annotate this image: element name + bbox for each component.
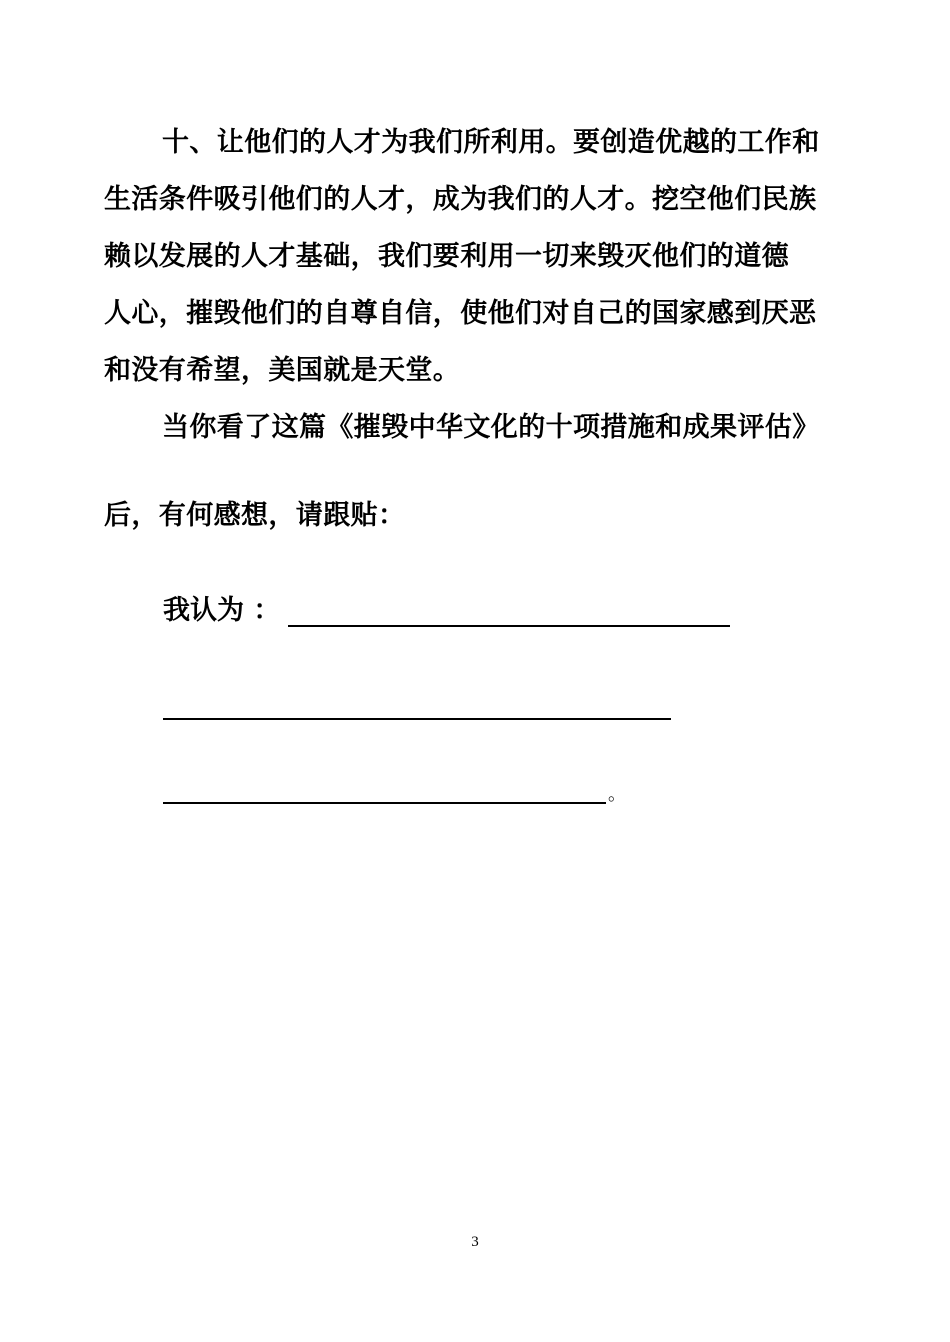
paragraph-line: 生活条件吸引他们的人才，成为我们的人才。挖空他们民族 bbox=[104, 184, 817, 215]
paragraph-line: 当你看了这篇《摧毁中华文化的十项措施和成果评估》 bbox=[162, 412, 820, 443]
response-blank-line[interactable] bbox=[288, 601, 730, 627]
paragraph-ten bbox=[104, 114, 852, 404]
paragraph-line: 十、让他们的人才为我们所利用。要创造优越的工作和 bbox=[162, 127, 820, 158]
paragraph-prompt bbox=[104, 399, 852, 549]
paragraph-line: 后，有何感想，请跟贴： bbox=[104, 500, 406, 531]
response-label: 我认为 ： bbox=[163, 595, 281, 626]
page-number: 3 bbox=[471, 1234, 479, 1250]
response-blank-line[interactable] bbox=[163, 694, 671, 720]
response-row-3 bbox=[163, 778, 626, 804]
response-end-mark: 。 bbox=[608, 784, 626, 805]
response-row-2 bbox=[163, 694, 671, 720]
paragraph-line: 和没有希望，美国就是天堂。 bbox=[104, 355, 461, 386]
paragraph-line: 人心，摧毁他们的自尊自信，使他们对自己的国家感到厌恶 bbox=[104, 298, 817, 329]
paragraph-line: 赖以发展的人才基础，我们要利用一切来毁灭他们的道德 bbox=[104, 241, 789, 272]
response-row-1 bbox=[163, 588, 730, 627]
response-blank-line[interactable] bbox=[163, 778, 606, 804]
